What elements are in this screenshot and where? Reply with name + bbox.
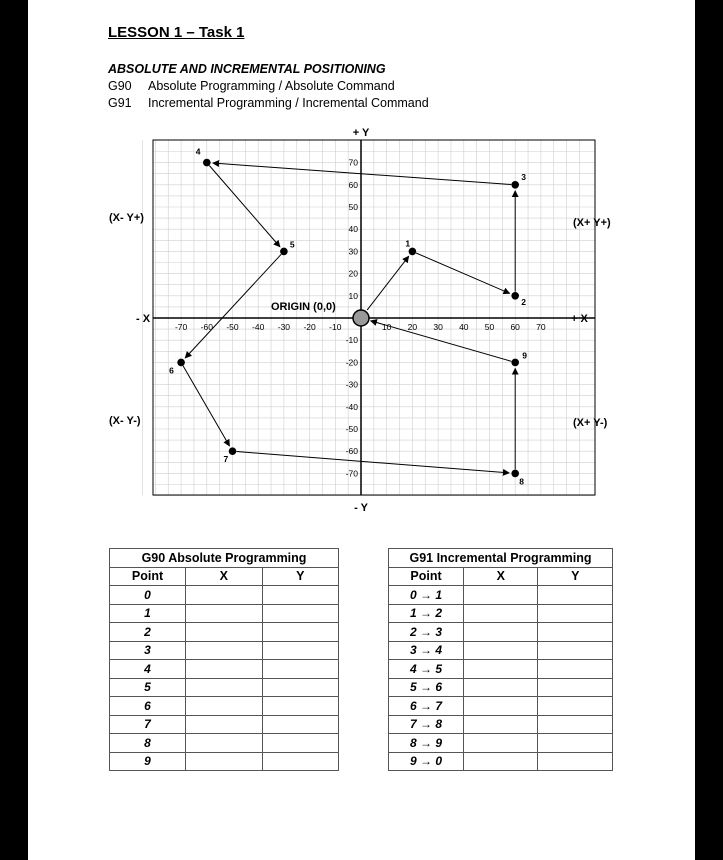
g91-x-cell[interactable] [464, 697, 538, 716]
origin-label: ORIGIN (0,0) [271, 301, 336, 313]
x-tick-label: 60 [510, 322, 520, 332]
y-tick-label: 50 [348, 202, 358, 212]
g91-x-cell[interactable] [464, 734, 538, 753]
table-row [389, 586, 613, 605]
point-marker [511, 470, 519, 478]
table-row [389, 715, 613, 734]
x-tick-label: 40 [459, 322, 469, 332]
g90-y-cell[interactable] [262, 660, 339, 679]
point-marker [177, 359, 185, 367]
table-row [110, 697, 339, 716]
g90-y-cell[interactable] [262, 586, 339, 605]
table-row [110, 586, 339, 605]
table-row [110, 604, 339, 623]
minus-x-label: - X [136, 313, 151, 325]
g91-y-cell[interactable] [538, 604, 613, 623]
origin-marker [353, 310, 369, 326]
table-row [389, 697, 613, 716]
x-tick-label: 70 [536, 322, 546, 332]
x-tick-label: 10 [381, 322, 392, 332]
point-marker [203, 159, 211, 167]
g90-y-cell[interactable] [262, 604, 339, 623]
g91-point-cell: 8 → 9 [389, 734, 464, 753]
table-row [389, 604, 613, 623]
g91-table-title: G91 Incremental Programming [389, 549, 613, 568]
path-arrow [183, 366, 229, 446]
g90-header-point: Point [110, 567, 186, 586]
quadrant-3-label: (X- Y-) [109, 415, 141, 427]
g91-x-cell[interactable] [464, 678, 538, 697]
point-label: 1 [405, 238, 411, 249]
g90-point-cell: 7 [110, 715, 186, 734]
g90-x-cell[interactable] [186, 604, 262, 623]
g91-y-cell[interactable] [538, 752, 613, 771]
g90-text: Absolute Programming / Absolute Command [148, 79, 395, 93]
x-tick-label: -10 [329, 322, 342, 332]
y-tick-label: -10 [345, 335, 358, 346]
g91-point-cell: 4 → 5 [389, 660, 464, 679]
g90-x-cell[interactable] [186, 752, 262, 771]
g90-header-x: X [186, 567, 262, 586]
g91-x-cell[interactable] [464, 623, 538, 642]
y-tick-label: -50 [345, 424, 358, 434]
g91-y-cell[interactable] [538, 715, 613, 734]
x-tick-label: 30 [433, 322, 443, 332]
point-marker [511, 359, 519, 367]
table-row [110, 660, 339, 679]
plus-y-label: + Y [352, 127, 370, 139]
table-row [110, 752, 339, 771]
g90-x-cell[interactable] [186, 660, 262, 679]
g91-point-cell: 7 → 8 [389, 715, 464, 734]
y-tick-label: -60 [345, 446, 358, 457]
g90-point-cell: 1 [110, 604, 186, 623]
g91-y-cell[interactable] [538, 660, 613, 679]
path-arrow [209, 166, 280, 247]
point-marker [511, 181, 519, 189]
y-tick-label: -70 [345, 468, 358, 479]
g91-point-cell: 3 → 4 [389, 641, 464, 660]
path-arrow [367, 256, 409, 310]
g91-point-cell: 2 → 3 [389, 623, 464, 642]
g90-point-cell: 4 [110, 660, 186, 679]
g91-y-cell[interactable] [538, 678, 613, 697]
g91-point-cell: 5 → 6 [389, 678, 464, 697]
g90-table [109, 548, 339, 771]
y-tick-label: -40 [345, 401, 358, 412]
g90-y-cell[interactable] [262, 752, 339, 771]
g91-code: G91 [108, 96, 132, 110]
table-row [389, 752, 613, 771]
g90-x-cell[interactable] [186, 586, 262, 605]
g91-point-cell: 0 → 1 [389, 586, 464, 605]
g90-code: G90 [108, 79, 132, 93]
y-tick-label: 10 [348, 290, 358, 301]
worksheet-page [28, 0, 695, 860]
section-subtitle: ABSOLUTE AND INCREMENTAL POSITIONING [108, 62, 386, 76]
g90-point-cell: 9 [110, 752, 186, 771]
quadrant-1-label: (X+ Y+) [573, 217, 611, 229]
g90-point-cell: 0 [110, 586, 186, 605]
table-row [110, 623, 339, 642]
g90-y-cell[interactable] [262, 623, 339, 642]
g90-point-cell: 3 [110, 641, 186, 660]
x-tick-label: -70 [174, 322, 188, 332]
x-tick-label: -50 [226, 322, 239, 332]
y-tick-label: 30 [348, 246, 358, 257]
g91-header-point: Point [389, 567, 464, 586]
path-arrow [185, 254, 281, 358]
x-tick-label: -60 [200, 322, 213, 332]
g91-x-cell[interactable] [464, 641, 538, 660]
y-tick-label: 60 [348, 179, 358, 190]
g90-x-cell[interactable] [186, 678, 262, 697]
g90-x-cell[interactable] [186, 697, 262, 716]
table-row [389, 641, 613, 660]
g90-x-cell[interactable] [186, 623, 262, 642]
point-label: 8 [519, 476, 524, 487]
x-tick-label: -20 [303, 322, 316, 332]
point-label: 3 [521, 171, 526, 182]
point-marker [229, 447, 237, 455]
y-tick-label: 40 [348, 224, 358, 235]
g90-x-cell[interactable] [186, 715, 262, 734]
g91-point-cell: 6 → 7 [389, 697, 464, 716]
g90-point-cell: 6 [110, 697, 186, 716]
table-row [389, 678, 613, 697]
g91-x-cell[interactable] [464, 715, 538, 734]
g91-x-cell[interactable] [464, 752, 538, 771]
y-tick-label: 70 [348, 157, 358, 168]
coordinate-graph [28, 0, 695, 540]
point-label: 7 [223, 454, 229, 465]
g90-point-cell: 5 [110, 678, 186, 697]
plus-x-label: + X [571, 313, 588, 325]
x-tick-label: 50 [484, 322, 495, 332]
x-tick-label: -40 [252, 322, 265, 332]
g90-x-cell[interactable] [186, 641, 262, 660]
point-label: 4 [195, 146, 201, 157]
x-tick-label: -30 [277, 322, 291, 332]
point-marker [280, 248, 288, 256]
g91-y-cell[interactable] [538, 586, 613, 605]
g91-x-cell[interactable] [464, 586, 538, 605]
g91-y-cell[interactable] [538, 623, 613, 642]
table-row [389, 623, 613, 642]
g90-y-cell[interactable] [262, 715, 339, 734]
g90-point-cell: 8 [110, 734, 186, 753]
quadrant-2-label: (X- Y+) [109, 212, 144, 224]
table-row [110, 641, 339, 660]
point-label: 2 [521, 296, 526, 307]
g90-point-cell: 2 [110, 623, 186, 642]
g91-x-cell[interactable] [464, 604, 538, 623]
point-label: 6 [169, 365, 174, 376]
table-row [389, 660, 613, 679]
table-row [110, 715, 339, 734]
g90-y-cell[interactable] [262, 678, 339, 697]
g91-x-cell[interactable] [464, 660, 538, 679]
table-row [110, 734, 339, 753]
table-row [389, 734, 613, 753]
g90-header-y: Y [262, 567, 339, 586]
quadrant-4-label: (X+ Y-) [573, 417, 608, 429]
g91-y-cell[interactable] [538, 734, 613, 753]
page-title: LESSON 1 – Task 1 [108, 24, 245, 41]
minus-y-label: - Y [354, 502, 368, 514]
table-row [110, 678, 339, 697]
g91-point-cell: 9 → 0 [389, 752, 464, 771]
g90-y-cell[interactable] [262, 697, 339, 716]
x-tick-label: 20 [407, 322, 418, 332]
g91-point-cell: 1 → 2 [389, 604, 464, 623]
point-label: 9 [522, 350, 527, 361]
y-tick-label: 20 [348, 268, 358, 279]
point-marker [511, 292, 519, 300]
g91-header-y: Y [538, 567, 613, 586]
g90-y-cell[interactable] [262, 734, 339, 753]
point-marker [409, 248, 417, 256]
g91-header-x: X [464, 567, 538, 586]
g91-y-cell[interactable] [538, 641, 613, 660]
g90-table-title: G90 Absolute Programming [110, 549, 339, 568]
g90-y-cell[interactable] [262, 641, 339, 660]
g91-text: Incremental Programming / Incremental Command [148, 96, 429, 110]
y-tick-label: -30 [345, 379, 358, 390]
y-tick-label: -20 [345, 357, 358, 368]
point-label: 5 [289, 239, 295, 250]
path-arrow [416, 253, 510, 293]
g90-x-cell[interactable] [186, 734, 262, 753]
g91-table [388, 548, 613, 771]
g91-y-cell[interactable] [538, 697, 613, 716]
